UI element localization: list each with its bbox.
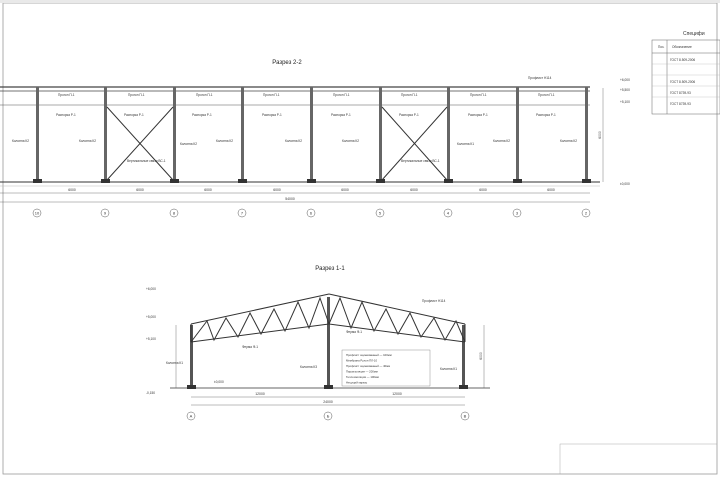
height-dimension: 6000 [598,131,602,139]
spec-row: ГОСТ 8739-93 [670,91,691,95]
purlin-label: Прогон П-1 [196,93,213,97]
roof-layer: Пароизоляция — 200мм [346,369,378,374]
level-mark: ±0,000 [620,182,630,186]
column [310,87,313,182]
axis-label: 6 [309,210,313,216]
axis-label: А [189,413,193,419]
bay-dimension: 6000 [341,188,349,192]
column-label: Колонна К3 [300,365,318,369]
top-margin [0,0,720,3]
column [173,87,176,182]
columns-2-2 [36,87,588,182]
level-mark: +5,000 [146,315,156,319]
column [36,87,39,182]
spec-header: Обозначение [672,45,692,49]
column [104,87,107,182]
brace-label: Распорка Р-1 [468,113,488,117]
axis-label: 4 [446,210,450,216]
column-label: Колонна К1 [440,367,458,371]
bay-dimension: 6000 [547,188,555,192]
profile-label: Профлист Н114 [422,299,446,303]
purlin-label: Прогон П-1 [538,93,555,97]
axis-label: 3 [515,210,519,216]
section-2-2-title: Разрез 2-2 [272,60,302,66]
purlin-label: Прогон П-1 [470,93,487,97]
bay-dimension: 6000 [136,188,144,192]
column-label: Колонна К2 [12,139,30,143]
brace-label: Распорка Р-1 [262,113,282,117]
bay-dimension: 6000 [273,188,281,192]
total-dimension: 54000 [285,197,295,201]
purlin-label: Прогон П-1 [128,93,145,97]
brace-label: Распорка Р-1 [56,113,76,117]
axis-label: 7 [240,210,244,216]
axis-label: В [463,413,467,419]
purlin-label: Прогон П-1 [263,93,280,97]
roof-layer: Несущий каркас [346,380,368,385]
bay-dimension: 6000 [204,188,212,192]
bay-dimension: 6000 [479,188,487,192]
roof-layer: Мембрана Рулон ПЛ-10 [346,358,378,363]
column-label: Колонна К1 [457,142,475,146]
title-block [560,444,717,474]
purlin-label: Прогон П-1 [333,93,350,97]
sheet-border [3,3,717,474]
vertical-brace-label: Вертикальные связи ВС-1 [127,159,166,163]
column-mid [327,297,330,388]
purlin-label: Прогон П-1 [401,93,418,97]
column-label: Колонна К2 [342,139,360,143]
column [516,87,519,182]
truss-label: Ферма Ф-1 [242,345,259,349]
spec-header: Поз. [658,45,665,49]
column-label: Колонна К2 [79,139,97,143]
axis-label: 9 [103,210,107,216]
column-label: Колонна К1 [166,361,184,365]
column-label: Колонна К2 [493,139,511,143]
height-dimension: 6000 [479,352,483,360]
level-mark: ±0,000 [214,380,224,384]
brace-label: Распорка Р-1 [399,113,419,117]
level-mark: +6,000 [146,287,156,291]
bay-dimension: 6000 [68,188,76,192]
truss-left [191,294,329,342]
roof-layer: Теплоизоляция — 100мм [346,375,379,379]
column [447,87,450,182]
roof-layer: Профлист оцинкованный — 100мм [346,353,392,357]
specification-table [652,31,720,114]
bay-dimension: 6000 [410,188,418,192]
span-dimension: 12000 [392,392,402,396]
total-dimension: 24000 [323,400,333,404]
brace-label: Распорка Р-1 [331,113,351,117]
level-mark: +5,100 [620,100,630,104]
vertical-brace-label: Вертикальные связи ВС-1 [401,159,440,163]
section-1-1 [146,266,490,420]
span-dimension: 12000 [255,392,265,396]
spec-row: ГОСТ 8.509-2006 [670,80,696,84]
spec-row: ГОСТ 8.509-2006 [670,58,696,62]
purlin-label: Прогон П-1 [58,93,75,97]
spec-title: Специфи [683,31,705,37]
level-mark: +6,000 [620,78,630,82]
spec-row: ГОСТ 8739-93 [670,102,691,106]
column-label: Колонна К2 [560,139,578,143]
brace-label: Распорка Р-1 [124,113,144,117]
level-mark: -0,150 [146,391,156,395]
brace-label: Распорка Р-1 [536,113,556,117]
axis-label: 10 [34,210,40,216]
column-label: Колонна К2 [216,139,234,143]
column-label: Колонна К2 [180,142,198,146]
level-mark: +5,100 [146,337,156,341]
section-1-1-title: Разрез 1-1 [315,266,345,272]
brace-label: Распорка Р-1 [192,113,212,117]
column-label: Колонна К2 [285,139,303,143]
axis-label: 2 [584,210,588,216]
column [379,87,382,182]
axis-label: Б [326,413,330,419]
profile-label: Профлист Н114 [528,76,552,80]
column [241,87,244,182]
roof-layer: Профлист оцинкованный — 40мм [346,364,391,368]
section-2-2 [0,60,630,217]
vertical-braces [107,107,447,180]
axis-label: 5 [378,210,382,216]
truss-label: Ферма Ф-1 [346,330,363,334]
axis-label: 8 [172,210,176,216]
column [585,87,588,182]
level-mark: +5,500 [620,88,630,92]
